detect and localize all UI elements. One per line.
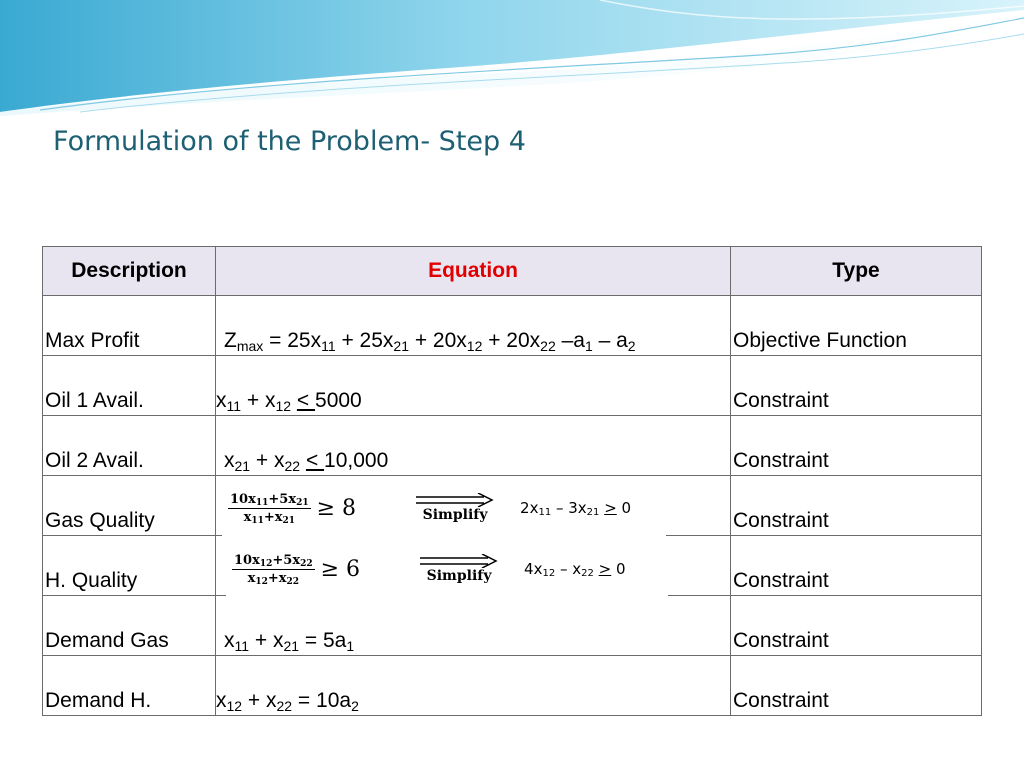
row-type: Objective Function	[731, 296, 982, 356]
oil1-constraint: $x_{11} + x_{12} < 5000$	[216, 389, 362, 414]
row-description: Demand Gas	[43, 596, 216, 656]
row-type: Constraint	[731, 656, 982, 716]
header-wave-decoration	[0, 0, 1024, 120]
row-type: Constraint	[731, 596, 982, 656]
row-description: Demand H.	[43, 656, 216, 716]
row-description: Max Profit	[43, 296, 216, 356]
h-quality-result: $4x_{12} - x_{22} > 0$	[524, 560, 626, 579]
row-description: Oil 1 Avail.	[43, 356, 216, 416]
h-quality-equation-image	[226, 540, 668, 598]
table-row	[43, 656, 982, 716]
table-row	[43, 416, 982, 476]
double-arrow-icon	[420, 554, 498, 568]
h-quality-fraction: $\frac{10x_{12}+5x_{22}}{x_{12}+x_{22}}$	[234, 552, 313, 587]
table-row	[43, 296, 982, 356]
gas-quality-equation-image	[222, 478, 666, 538]
table-row	[43, 356, 982, 416]
row-description: H. Quality	[43, 536, 216, 596]
row-equation	[216, 656, 731, 716]
row-type: Constraint	[731, 536, 982, 596]
double-arrow-icon	[416, 493, 494, 507]
row-equation	[216, 596, 731, 656]
h-quality-relation: ≥ 6	[320, 556, 361, 582]
header-type: Type	[731, 247, 982, 296]
demand-gas-constraint: $x_{11} + x_{21} = 5a_1$	[224, 629, 355, 654]
gas-quality-fraction: $\frac{10x_{11}+5x_{21}}{x_{11}+x_{21}}$	[230, 491, 309, 526]
gas-quality-result: $2x_{11} - 3x_{21} > 0$	[520, 499, 632, 518]
oil2-constraint: $x_{21} + x_{22} < 10,000$	[224, 449, 389, 474]
row-equation	[216, 356, 731, 416]
row-description: Oil 2 Avail.	[43, 416, 216, 476]
table-header-row	[43, 247, 982, 296]
slide-title: Formulation of the Problem- Step 4	[53, 126, 526, 157]
header-equation: Equation	[216, 247, 731, 296]
row-type: Constraint	[731, 476, 982, 536]
simplify-arrow: Simplify	[420, 554, 498, 584]
row-type: Constraint	[731, 356, 982, 416]
row-description: Gas Quality	[43, 476, 216, 536]
header-description: Description	[43, 247, 216, 296]
row-equation	[216, 416, 731, 476]
table-row	[43, 596, 982, 656]
objective-equation: $Z_{max} = 25x_{11} + 25x_{21} + 20x_{12} + 20x_{22}$ $-a_1 - a_2$	[224, 329, 636, 354]
gas-quality-relation: ≥ 8	[316, 495, 357, 521]
simplify-arrow: Simplify	[416, 493, 494, 523]
row-equation	[216, 296, 731, 356]
demand-h-constraint: $x_{12} + x_{22} = 10a_2$	[216, 689, 359, 714]
row-type: Constraint	[731, 416, 982, 476]
